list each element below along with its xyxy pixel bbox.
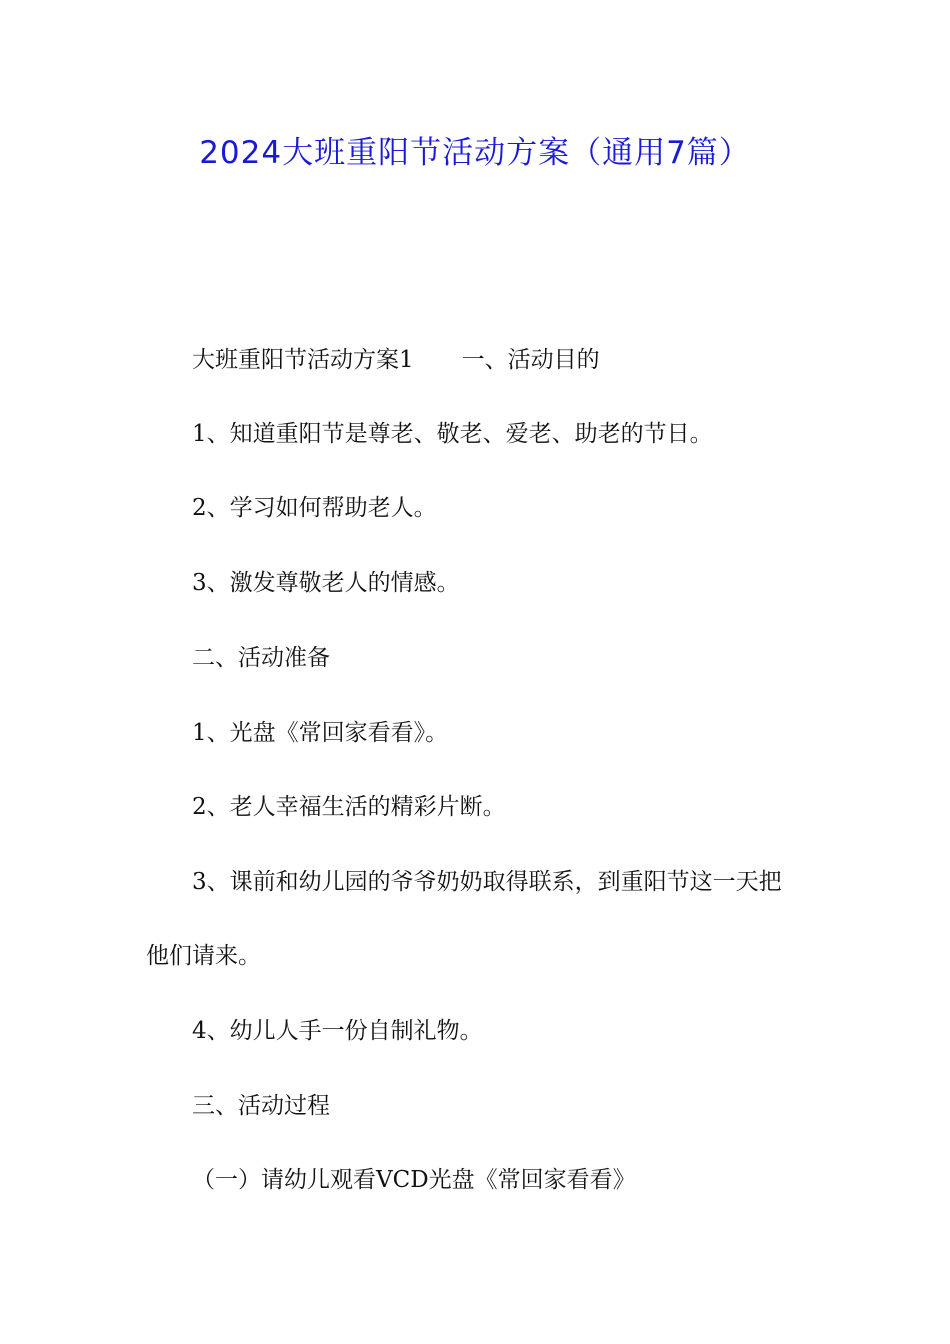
prep-item-1: 1、光盘《常回家看看》。 bbox=[192, 720, 449, 746]
section-heading-preparation: 二、活动准备 bbox=[192, 645, 330, 671]
section-heading-process: 三、活动过程 bbox=[192, 1093, 330, 1119]
section-heading-plan-1 bbox=[192, 344, 600, 376]
prep-item-2: 2、老人幸福生活的精彩片断。 bbox=[192, 794, 506, 820]
plan-heading: 大班重阳节活动方案1 bbox=[192, 347, 414, 373]
prep-item-3: 3、课前和幼儿园的爷爷奶奶取得联系，到重阳节这一天把 bbox=[192, 869, 782, 895]
section-heading-goals: 一、活动目的 bbox=[461, 347, 600, 373]
prep-item-4: 4、幼儿人手一份自制礼物。 bbox=[192, 1018, 483, 1044]
process-step-1: （一）请幼儿观看VCD光盘《常回家看看》 bbox=[192, 1167, 636, 1193]
goal-item-3: 3、激发尊敬老人的情感。 bbox=[192, 570, 460, 596]
goal-item-1: 1、知道重阳节是尊老、敬老、爱老、助老的节日。 bbox=[192, 421, 713, 447]
document-title: 2024大班重阳节活动方案（通用7篇） bbox=[199, 135, 751, 171]
goal-item-2: 2、学习如何帮助老人。 bbox=[192, 495, 437, 521]
prep-item-3-continuation: 他们请来。 bbox=[146, 943, 261, 969]
